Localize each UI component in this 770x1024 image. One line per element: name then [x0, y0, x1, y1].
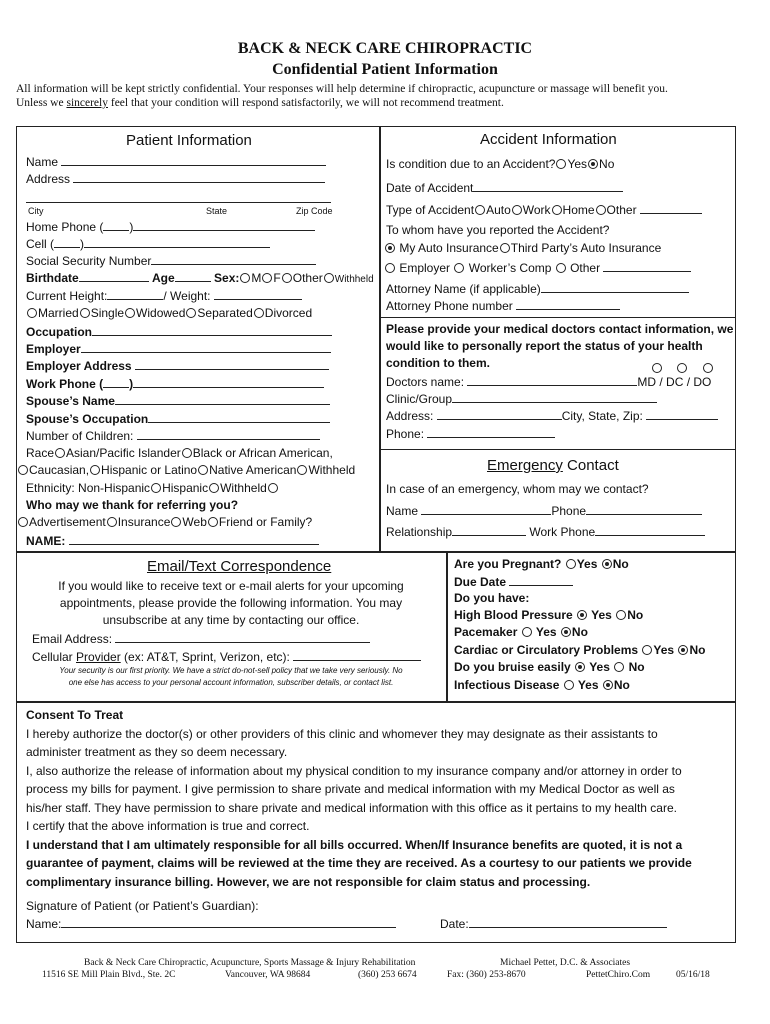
birthdate-label: Birthdate [26, 271, 79, 285]
zip-label: Zip Code [296, 206, 333, 216]
work-phone-label: Work Phone ( [26, 377, 104, 391]
doctor-address-label: Address: [386, 409, 434, 423]
occupation-field[interactable] [92, 324, 332, 336]
billing-line-1: I understand that I am ultimately responsible for all bills occurred. When/If Insurance benefits are quoted, it is not a [26, 837, 683, 852]
attorney-field[interactable] [541, 281, 689, 293]
ethnicity-withheld-radio[interactable] [268, 483, 278, 493]
intro-text: All information will be kept strictly confidential. Your responses will help determine if chiropractic, acupuncture or massage will benefit you. Unless we sincerely feel that your condition will respond satisfactorily, we will not recommend treatment. [16, 83, 668, 109]
relationship-label: Relationship [386, 525, 453, 539]
hbp-yes-radio[interactable] [577, 610, 587, 620]
ethnicity-non-hispanic-radio[interactable] [151, 483, 161, 493]
signature-label: Signature of Patient (or Patient’s Guardian): [26, 899, 259, 913]
reported-other-field[interactable] [603, 260, 691, 272]
type-home-radio[interactable] [552, 205, 562, 215]
bruise-no-radio[interactable] [614, 662, 624, 672]
footer-phone: (360) 253 6674 [358, 970, 417, 980]
separated-radio[interactable] [186, 308, 196, 318]
spouse-occupation-label: Spouse’s Occupation [26, 412, 149, 426]
email-heading: Email/Text Correspondence [147, 558, 332, 575]
height-label: Current Height: [26, 289, 108, 303]
referral-ad-radio[interactable] [18, 517, 28, 527]
emergency-question: In case of an emergency, whom may we contact? [386, 482, 649, 496]
ethnicity-hispanic-radio[interactable] [209, 483, 219, 493]
race-native-radio[interactable] [198, 465, 208, 475]
doctor-phone-label: Phone: [386, 427, 425, 441]
do-radio[interactable] [703, 363, 713, 373]
doctor-phone-field[interactable] [427, 426, 555, 438]
employer-field[interactable] [81, 341, 331, 353]
cardiac-label: Cardiac or Circulatory Problems [454, 643, 639, 657]
type-other-radio[interactable] [596, 205, 606, 215]
doctor-name-label: Doctors name: [386, 375, 465, 389]
accident-date-field[interactable] [473, 180, 623, 192]
employer-address-label: Employer Address [26, 359, 132, 373]
clinic-label: Clinic/Group [386, 392, 453, 406]
name-label: Name [26, 155, 59, 169]
race-label: Race [26, 446, 55, 460]
attorney-phone-field[interactable] [516, 298, 620, 310]
referral-question: Who may we thank for referring you? [26, 498, 239, 512]
doctor-intro-3: condition to them. [386, 356, 490, 370]
married-radio[interactable] [27, 308, 37, 318]
address-line-2[interactable] [26, 202, 331, 203]
race-withheld-radio[interactable] [297, 465, 307, 475]
employer-radio[interactable] [385, 263, 395, 273]
signature-date-label: Date: [440, 917, 469, 931]
clinic-field[interactable] [452, 391, 657, 403]
due-date-field[interactable] [509, 574, 573, 586]
email-text-1: If you would like to receive text or e-mail alerts for your upcoming [58, 579, 404, 593]
consent-line-5: his/her staff. They have permission to share private and medical information with this office as it pertains to my health care. [26, 800, 677, 815]
race-hispanic-radio[interactable] [90, 465, 100, 475]
provider-label: Provider [76, 650, 121, 664]
csz-label: City, State, Zip: [561, 409, 643, 423]
city-label: City [28, 206, 44, 216]
consent-line-6: I certify that the above information is true and correct. [26, 819, 310, 833]
pregnant-no-radio[interactable] [602, 559, 612, 569]
divorced-radio[interactable] [254, 308, 264, 318]
emergency-heading: Emergency [487, 457, 563, 474]
children-field[interactable] [137, 428, 320, 440]
footer-doctor: Michael Pettet, D.C. & Associates [500, 958, 631, 968]
address-label: Address [26, 172, 71, 186]
work-phone-field[interactable] [133, 376, 324, 388]
employer-label: Employer [26, 342, 81, 356]
cardiac-yes-radio[interactable] [642, 645, 652, 655]
cell-label: Cell ( [26, 237, 55, 251]
third-party-radio[interactable] [500, 243, 510, 253]
type-work-radio[interactable] [512, 205, 522, 215]
reported-question: To whom have you reported the Accident? [386, 223, 610, 237]
accident-yes-radio[interactable] [556, 159, 566, 169]
email-text-2: appointments, please provide the following information. You may [59, 596, 403, 610]
sex-m-radio[interactable] [240, 273, 250, 283]
consent-line-2: administer treatment as they so deem necessary. [26, 745, 288, 759]
home-phone-field[interactable] [133, 219, 315, 231]
weight-field[interactable] [214, 288, 302, 300]
referral-insurance-radio[interactable] [107, 517, 117, 527]
ethnicity-label: Ethnicity: [26, 481, 75, 495]
cardiac-no-radio[interactable] [678, 645, 688, 655]
emergency-name-label: Name [386, 504, 419, 518]
md-dc-do-label: MD / DC / DO [637, 375, 712, 389]
spouse-occupation-field[interactable] [148, 411, 330, 423]
emergency-phone-label: Phone [551, 504, 587, 518]
patient-info-heading: Patient Information [126, 132, 252, 149]
infectious-no-radio[interactable] [603, 680, 613, 690]
spouse-name-field[interactable] [115, 393, 330, 405]
billing-line-2: guarantee of payment, claims will be reviewed at the time they are received. As a courtesy to our patients we provide [26, 856, 692, 870]
ssn-label: Social Security Number [26, 254, 152, 268]
signature-name-label: Name: [26, 917, 62, 931]
form-subtitle: Confidential Patient Information [272, 61, 498, 78]
csz-field[interactable] [646, 408, 718, 420]
signature-date-field[interactable] [469, 916, 667, 928]
sex-withheld-radio[interactable] [324, 273, 334, 283]
pacemaker-no-radio[interactable] [561, 627, 571, 637]
footer-date: 05/16/18 [676, 970, 710, 980]
type-other-field[interactable] [640, 202, 702, 214]
due-date-label: Due Date [454, 575, 507, 589]
email-text-3: unsubscribe at any time by contacting our office. [102, 613, 360, 627]
name-field[interactable] [61, 154, 326, 166]
spouse-name-label: Spouse’s Name [26, 394, 115, 408]
accident-no-radio[interactable] [588, 159, 598, 169]
doctor-address-field[interactable] [437, 408, 562, 420]
hbp-no-radio[interactable] [616, 610, 626, 620]
weight-label: / Weight: [163, 289, 211, 303]
state-label: State [206, 206, 228, 216]
work-phone-area[interactable] [103, 376, 129, 388]
cell-field[interactable] [84, 236, 270, 248]
bruise-yes-radio[interactable] [575, 662, 585, 672]
referral-name-label: NAME: [26, 534, 66, 548]
referral-web-radio[interactable] [171, 517, 181, 527]
consent-heading: Consent To Treat [26, 708, 124, 722]
provider-field[interactable] [293, 649, 421, 661]
relationship-field[interactable] [452, 524, 526, 536]
accident-info-heading: Accident Information [480, 131, 617, 148]
emergency-name-field[interactable] [421, 503, 551, 515]
signature-name-field[interactable] [61, 916, 396, 928]
age-field[interactable] [175, 270, 211, 282]
widowed-radio[interactable] [125, 308, 135, 318]
infectious-yes-radio[interactable] [564, 680, 574, 690]
emergency-phone-field[interactable] [586, 503, 702, 515]
race-caucasian-radio[interactable] [18, 465, 28, 475]
address-field[interactable] [73, 171, 325, 183]
infectious-label: Infectious Disease [454, 678, 560, 692]
footer-website: PettetChiro.Com [586, 970, 651, 980]
race-black-radio[interactable] [182, 448, 192, 458]
attorney-label: Attorney Name (if applicable) [386, 282, 541, 296]
pacemaker-yes-radio[interactable] [522, 627, 532, 637]
accident-date-label: Date of Accident [386, 181, 474, 195]
race-asian-radio[interactable] [55, 448, 65, 458]
consent-line-3: I, also authorize the release of information about my physical condition to my insurance company and/or attorney in order to [26, 763, 682, 778]
emergency-divider [379, 449, 735, 450]
home-phone-area[interactable] [103, 219, 129, 231]
bruise-label: Do you bruise easily [454, 660, 571, 674]
accident-type-label: Type of Accident [386, 203, 475, 217]
emergency-work-phone-field[interactable] [595, 524, 705, 536]
doctor-intro-1: Please provide your medical doctors contact information, we [386, 322, 734, 336]
employer-address-field[interactable] [135, 358, 329, 370]
md-radio[interactable] [652, 363, 662, 373]
attorney-phone-label: Attorney Phone number [386, 299, 513, 313]
referral-friend-radio[interactable] [208, 517, 218, 527]
reported-other-radio[interactable] [556, 263, 566, 273]
children-label: Number of Children: [26, 429, 134, 443]
footer-city: Vancouver, WA 98684 [225, 970, 311, 980]
doctor-name-field[interactable] [467, 374, 637, 386]
email-address-field[interactable] [115, 631, 370, 643]
footer-address: 11516 SE Mill Plain Blvd., Ste. 2C [42, 970, 176, 980]
consent-line-4: process my bills for payment. I give permission to share private and medical information with my Medical Doctor as well as [26, 782, 675, 796]
pacemaker-label: Pacemaker [454, 625, 518, 639]
dc-radio[interactable] [677, 363, 687, 373]
pregnant-yes-radio[interactable] [566, 559, 576, 569]
accident-question: Is condition due to an Accident? [386, 157, 556, 171]
billing-line-3: complimentary insurance billing. However, we are not responsible for claim status and processing. [26, 874, 591, 889]
privacy-note-2: one else has access to your personal account information, subscriber details, or contact list. [68, 678, 394, 687]
type-auto-radio[interactable] [475, 205, 485, 215]
occupation-label: Occupation [26, 325, 93, 339]
email-address-label: Email Address: [32, 632, 113, 646]
pregnant-label: Are you Pregnant? [454, 557, 562, 571]
age-label: Age [152, 271, 175, 285]
referral-name-field[interactable] [69, 533, 319, 545]
birthdate-field[interactable] [79, 270, 149, 282]
home-phone-label: Home Phone ( [26, 220, 104, 234]
footer-fax: Fax: (360) 253-8670 [447, 970, 526, 980]
footer-clinic-services: Back & Neck Care Chiropractic, Acupuncture, Sports Massage & Injury Rehabilitation [84, 958, 416, 968]
sex-label: Sex: [214, 271, 240, 285]
workers-comp-radio[interactable] [454, 263, 464, 273]
my-auto-insurance-radio[interactable] [385, 243, 395, 253]
cell-area[interactable] [54, 236, 80, 248]
height-field[interactable] [107, 288, 163, 300]
consent-line-1: I hereby authorize the doctor(s) or other providers of this clinic and whomever they may designate as their assistants to [26, 726, 658, 741]
form-title: BACK & NECK CARE CHIROPRACTIC [237, 40, 533, 57]
privacy-note-1: Your security is our first priority. We have a strict do-not-sell policy that we take very seriously. No [59, 666, 403, 675]
doctor-intro-2: would like to personally report the status of your health [386, 339, 703, 353]
single-radio[interactable] [80, 308, 90, 318]
sex-other-radio[interactable] [282, 273, 292, 283]
ssn-field[interactable] [151, 253, 316, 265]
doctor-divider [379, 317, 735, 318]
emergency-work-phone-label: Work Phone [529, 525, 596, 539]
do-you-have-label: Do you have: [454, 591, 530, 605]
sex-f-radio[interactable] [262, 273, 272, 283]
hbp-label: High Blood Pressure [454, 608, 573, 622]
